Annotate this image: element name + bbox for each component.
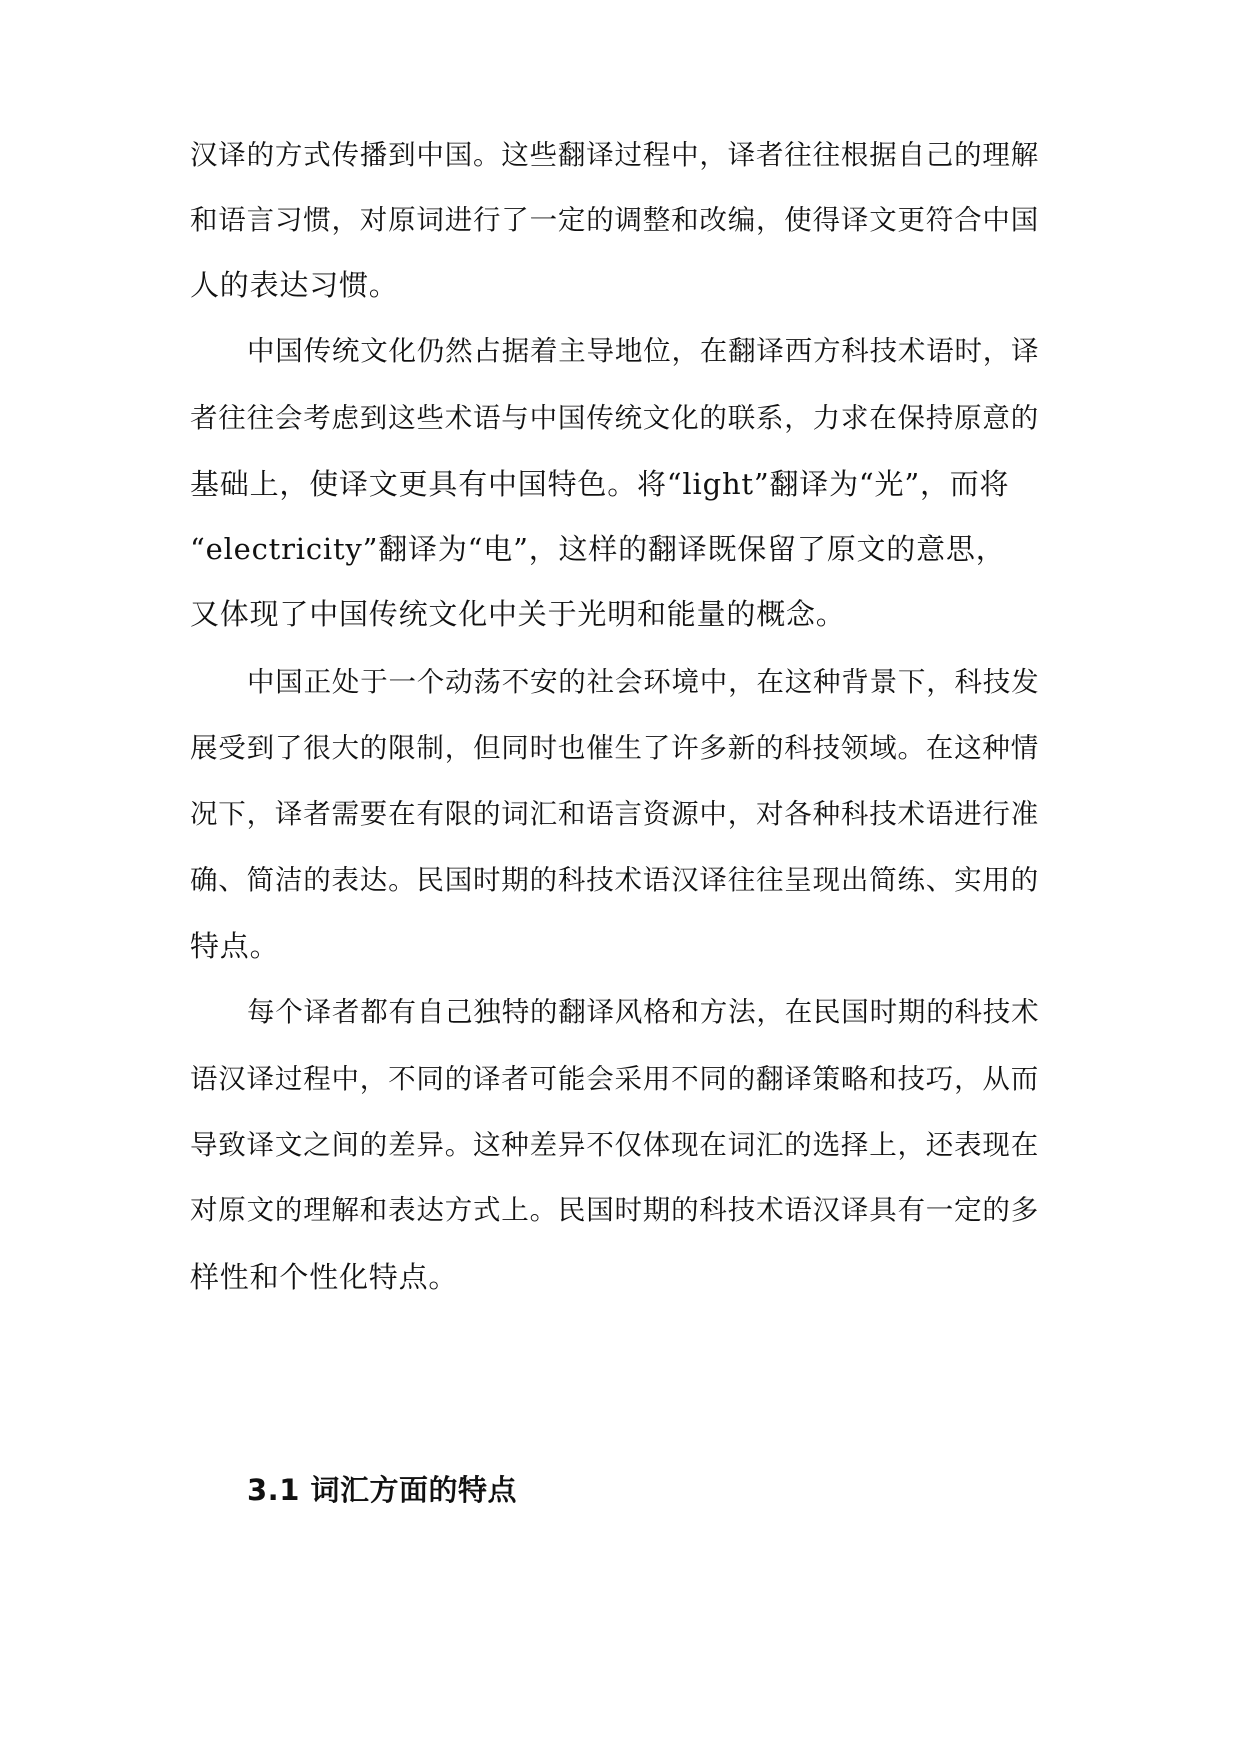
paragraph-1-line-2: 和语言习惯，对原词进行了一定的调整和改编，使得译文更符合中国 [190, 204, 1039, 236]
paragraph-1-line-3: 人的表达习惯。 [190, 268, 399, 302]
paragraph-4-line-5: 样性和个性化特点。 [190, 1260, 459, 1294]
paragraph-1-line-1: 汉译的方式传播到中国。这些翻译过程中，译者往往根据自己的理解 [190, 139, 1039, 171]
paragraph-3-line-4: 确、简洁的表达。民国时期的科技术语汉译往往呈现出简练、实用的 [190, 864, 1039, 896]
paragraph-4-line-2: 语汉译过程中，不同的译者可能会采用不同的翻译策略和技巧，从而 [190, 1063, 1039, 1095]
paragraph-2-line-3: 基础上，使译文更具有中国特色。将“light”翻译为“光”，而将 [190, 467, 1010, 501]
paragraph-2-line-2: 者往往会考虑到这些术语与中国传统文化的联系，力求在保持原意的 [190, 402, 1039, 434]
paragraph-3-line-3: 况下，译者需要在有限的词汇和语言资源中，对各种科技术语进行准 [190, 798, 1039, 830]
paragraph-4-line-4: 对原文的理解和表达方式上。民国时期的科技术语汉译具有一定的多 [190, 1194, 1039, 1226]
paragraph-3-line-5: 特点。 [190, 929, 280, 963]
section-heading: 3.1 词汇方面的特点 [247, 1473, 517, 1507]
paragraph-2-line-1: 中国传统文化仍然占据着主导地位，在翻译西方科技术语时，译 [247, 335, 1040, 367]
paragraph-2-line-5: 又体现了中国传统文化中关于光明和能量的概念。 [190, 597, 846, 631]
paragraph-3-line-2: 展受到了很大的限制，但同时也催生了许多新的科技领域。在这种情 [190, 732, 1039, 764]
paragraph-2-line-4: “electricity”翻译为“电”，这样的翻译既保留了原文的意思， [190, 532, 1006, 566]
paragraph-3-line-1: 中国正处于一个动荡不安的社会环境中，在这种背景下，科技发 [247, 666, 1040, 698]
paragraph-4-line-3: 导致译文之间的差异。这种差异不仅体现在词汇的选择上，还表现在 [190, 1129, 1039, 1161]
paragraph-4-line-1: 每个译者都有自己独特的翻译风格和方法，在民国时期的科技术 [247, 996, 1040, 1028]
